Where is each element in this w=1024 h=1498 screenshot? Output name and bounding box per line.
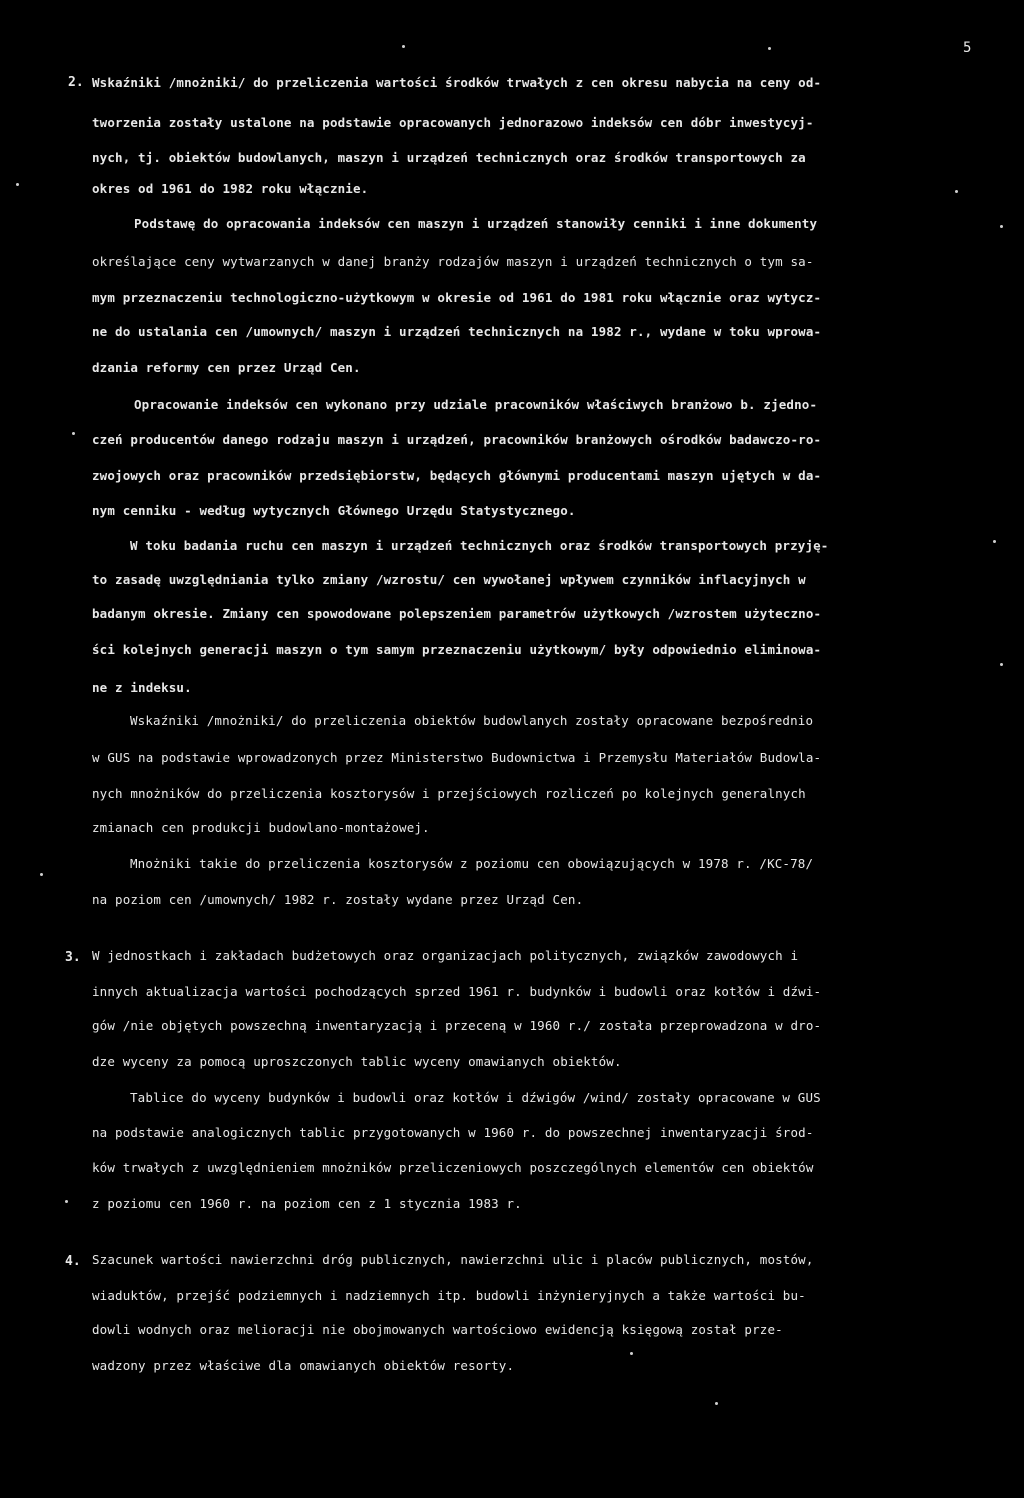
paragraph-line: zwojowych oraz pracowników przedsiębiorstw, będących głównymi producentami maszyn ujętych w da-: [92, 468, 822, 483]
paragraph-line: wiaduktów, przejść podziemnych i nadziemnych itp. budowli inżynieryjnych a także wartości bu-: [92, 1288, 806, 1303]
paragraph-line: określające ceny wytwarzanych w danej branży rodzajów maszyn i urządzeń technicznych o tym sa-: [92, 254, 814, 269]
scan-speck: [1000, 663, 1003, 666]
scan-speck: [72, 432, 75, 435]
scan-speck: [993, 540, 996, 543]
paragraph-line: gów /nie objętych powszechną inwentaryzacją i przeceną w 1960 r./ została przeprowadzona w dro-: [92, 1018, 822, 1033]
scan-speck: [402, 45, 405, 48]
paragraph-line: z poziomu cen 1960 r. na poziom cen z 1 stycznia 1983 r.: [92, 1196, 522, 1211]
paragraph-line: badanym okresie. Zmiany cen spowodowane polepszeniem parametrów użytkowych /wzrostem użyteczno-: [92, 606, 822, 621]
scan-speck: [16, 183, 19, 186]
paragraph-line: Opracowanie indeksów cen wykonano przy udziale pracowników właściwych branżowo b. zjedno-: [134, 397, 818, 412]
paragraph-line: ści kolejnych generacji maszyn o tym samym przeznaczeniu użytkowym/ były odpowiednio eliminowa-: [92, 642, 822, 657]
paragraph-line: ne do ustalania cen /umownych/ maszyn i urządzeń technicznych na 1982 r., wydane w toku wprowa-: [92, 324, 822, 339]
paragraph-line: dze wyceny za pomocą uproszczonych tablic wyceny omawianych obiektów.: [92, 1054, 622, 1069]
paragraph-line: zmianach cen produkcji budowlano-montażowej.: [92, 820, 430, 835]
paragraph-line: Mnożniki takie do przeliczenia kosztorysów z poziomu cen obowiązujących w 1978 r. /KC-78/: [130, 856, 814, 871]
paragraph-line: Tablice do wyceny budynków i budowli oraz kotłów i dźwigów /wind/ zostały opracowane w GUS: [130, 1090, 821, 1105]
section-number-3: 3.: [65, 950, 81, 965]
paragraph-line: ne z indeksu.: [92, 680, 192, 695]
scan-speck: [955, 190, 958, 193]
paragraph-line: ków trwałych z uwzględnieniem mnożników przeliczeniowych poszczególnych elementów cen obiektów: [92, 1160, 814, 1175]
paragraph-line: mym przeznaczeniu technologiczno-użytkowym w okresie od 1961 do 1981 roku włącznie oraz wytycz-: [92, 290, 822, 305]
scan-speck: [65, 1200, 68, 1203]
paragraph-line: Szacunek wartości nawierzchni dróg publicznych, nawierzchni ulic i placów publicznych, mostów,: [92, 1252, 814, 1267]
paragraph-line: dowli wodnych oraz melioracji nie obojmowanych wartościowo ewidencją księgową został prze-: [92, 1322, 783, 1337]
paragraph-line: W jednostkach i zakładach budżetowych oraz organizacjach politycznych, związków zawodowych i: [92, 948, 799, 963]
paragraph-line: nym cenniku - według wytycznych Głównego Urzędu Statystycznego.: [92, 503, 576, 518]
paragraph-line: nych, tj. obiektów budowlanych, maszyn i urządzeń technicznych oraz środków transportowych za: [92, 150, 806, 165]
paragraph-line: W toku badania ruchu cen maszyn i urządzeń technicznych oraz środków transportowych przyję-: [130, 538, 829, 553]
section-number-2: 2.: [68, 75, 84, 90]
paragraph-line: to zasadę uwzględniania tylko zmiany /wzrostu/ cen wywołanej wpływem czynników inflacyjnych w: [92, 572, 806, 587]
scan-speck: [40, 873, 43, 876]
paragraph-line: Wskaźniki /mnożniki/ do przeliczenia wartości środków trwałych z cen okresu nabycia na ceny od-: [92, 75, 822, 90]
paragraph-line: czeń producentów danego rodzaju maszyn i urządzeń, pracowników branżowych ośrodków badawczo-ro-: [92, 432, 822, 447]
paragraph-line: okres od 1961 do 1982 roku włącznie.: [92, 181, 369, 196]
scan-speck: [1000, 225, 1003, 228]
paragraph-line: na podstawie analogicznych tablic przygotowanych w 1960 r. do powszechnej inwentaryzacji środ-: [92, 1125, 814, 1140]
paragraph-line: nych mnożników do przeliczenia kosztorysów i przejściowych rozliczeń po kolejnych generalnych: [92, 786, 806, 801]
section-number-4: 4.: [65, 1254, 81, 1269]
paragraph-line: na poziom cen /umownych/ 1982 r. zostały wydane przez Urząd Cen.: [92, 892, 584, 907]
page-number: 5: [963, 40, 972, 56]
scan-speck: [768, 47, 771, 50]
scan-speck: [715, 1402, 718, 1405]
scan-speck: [630, 1352, 633, 1355]
paragraph-line: Wskaźniki /mnożniki/ do przeliczenia obiektów budowlanych zostały opracowane bezpośrednio: [130, 713, 814, 728]
paragraph-line: dzania reformy cen przez Urząd Cen.: [92, 360, 361, 375]
paragraph-line: wadzony przez właściwe dla omawianych obiektów resorty.: [92, 1358, 515, 1373]
paragraph-line: tworzenia zostały ustalone na podstawie opracowanych jednorazowo indeksów cen dóbr inwestycyj-: [92, 115, 814, 130]
paragraph-line: innych aktualizacja wartości pochodzących sprzed 1961 r. budynków i budowli oraz kotłów i dźwi-: [92, 984, 822, 999]
paragraph-line: Podstawę do opracowania indeksów cen maszyn i urządzeń stanowiły cenniki i inne dokumenty: [134, 216, 818, 231]
paragraph-line: w GUS na podstawie wprowadzonych przez Ministerstwo Budownictwa i Przemysłu Materiałów Budowla-: [92, 750, 822, 765]
